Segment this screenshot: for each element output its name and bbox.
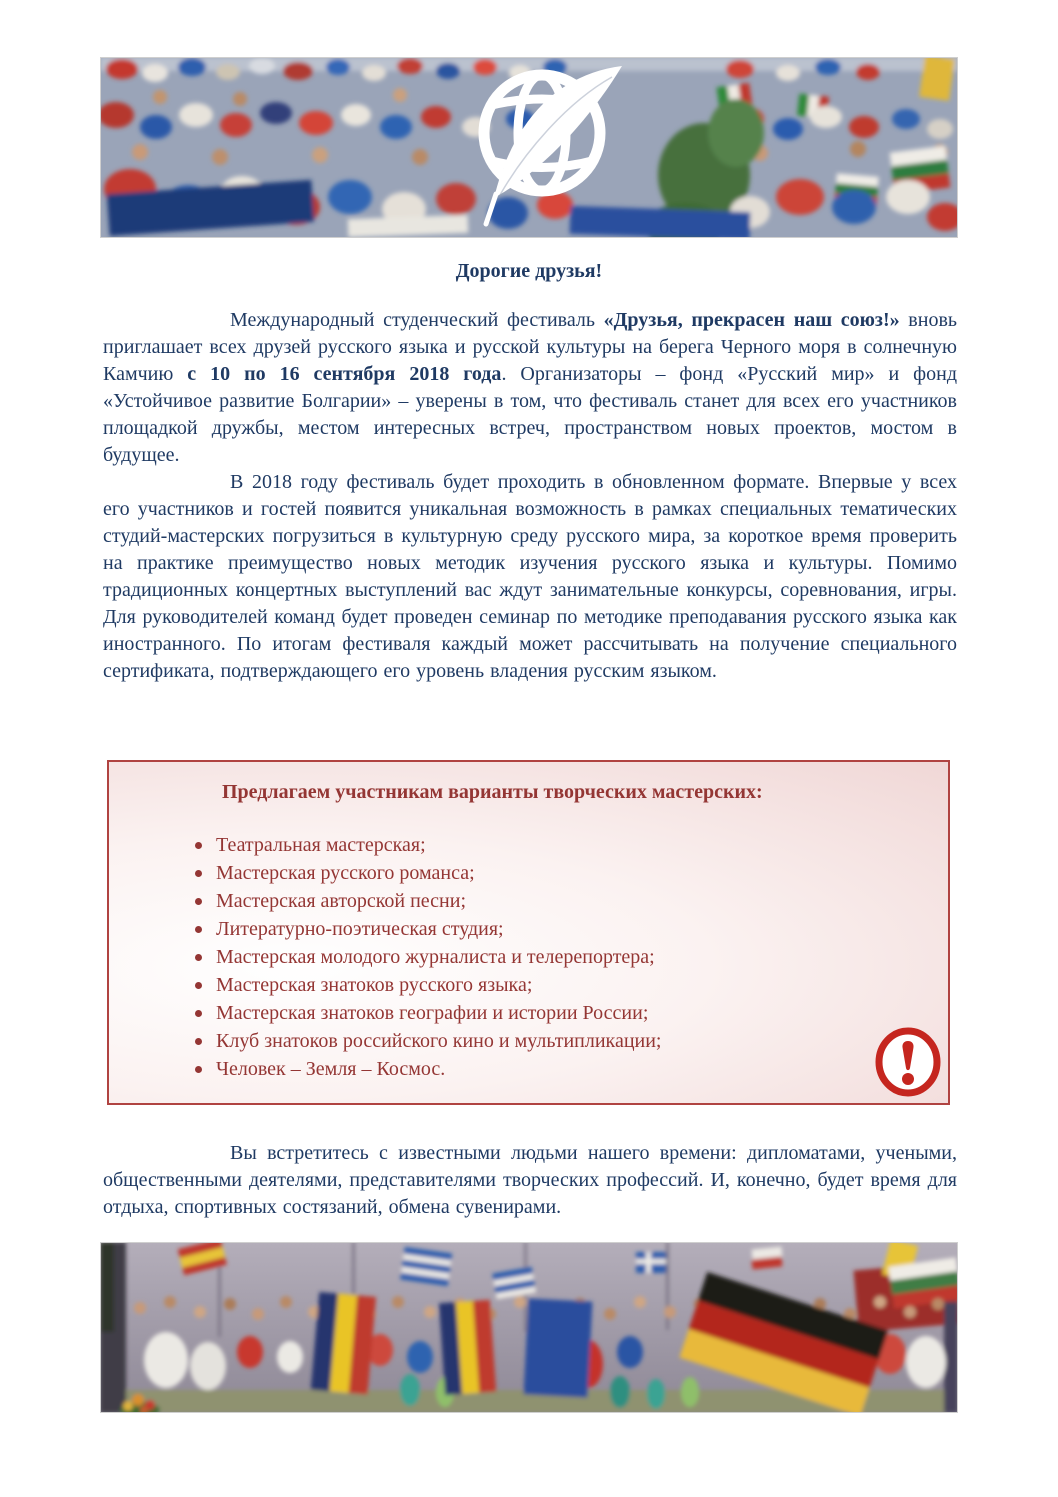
workshop-item: Мастерская русского романса; (190, 859, 662, 887)
stage-finale-photo (100, 1242, 958, 1413)
exclamation-icon (874, 1027, 942, 1097)
paragraph-2: В 2018 году фестиваль будет проходить в обновленном формате. Впервые у всех его участников и гостей появится уникальная возможность в рамках специальных тематических студий-мастерских погрузиться в культурную среду русского мира, за короткое время проверить на практике преимущество новых методик изучения русского языка и культуры. Помимо традиционных концертных выступлений вас ждут занимательные конкурсы, соревнования, игры. Для руководителей команд будет проведен семинар по методике преподавания русского языка как иностранного. По итогам фестиваля каждый может рассчитывать на получение специального сертификата, подтверждающего его уровень владения русским языком. (103, 471, 957, 682)
para1-segment: вновь приглашает всех друзей русского языка и русской культуры на берега Черного моря в солнечную Камчию (103, 309, 958, 385)
workshop-item: Мастерская молодого журналиста и телерепортера; (190, 943, 662, 971)
workshop-item: Мастерская авторской песни; (190, 887, 662, 915)
workshop-item: Человек – Земля – Космос. (190, 1055, 662, 1083)
bottom-banner-photo (100, 1242, 958, 1413)
paragraph-3: Вы встретитесь с известными людьми нашего времени: дипломатами, учеными, общественными деятелями, представителями творческих профессий. И, конечно, будет время для отдыха, спортивных состязаний, обмена сувенирами. (103, 1142, 957, 1218)
paragraph-1 (103, 307, 957, 469)
workshop-item: Театральная мастерская; (190, 831, 662, 859)
top-banner-photo (100, 57, 958, 238)
workshop-item: Мастерская знатоков географии и истории России; (190, 999, 662, 1027)
workshop-item: Литературно-поэтическая студия; (190, 915, 662, 943)
para1-dates: с 10 по 16 сентября 2018 года (187, 363, 502, 385)
para1-festival-name: «Друзья, прекрасен наш союз!» (603, 309, 900, 331)
workshops-heading: Предлагаем участникам варианты творческих мастерских: (222, 781, 763, 803)
body-text (103, 307, 957, 685)
workshop-item: Мастерская знатоков русского языка; (190, 971, 662, 999)
para1-segment: Международный студенческий фестиваль (230, 309, 604, 331)
para1-segment: . Организаторы – фонд «Русский мир» и фонд «Устойчивое развитие Болгарии» – уверены в том, что фестиваль станет для всех его участников площадкой дружбы, местом интересных встреч, пространством новых проектов, мостом в будущее. (103, 363, 958, 466)
workshop-list (190, 831, 662, 1083)
workshop-item: Клуб знатоков российского кино и мультипликации; (190, 1027, 662, 1055)
workshops-box (107, 760, 950, 1105)
crowd-with-flags-photo (100, 57, 958, 238)
page-title: Дорогие друзья! (455, 260, 603, 282)
